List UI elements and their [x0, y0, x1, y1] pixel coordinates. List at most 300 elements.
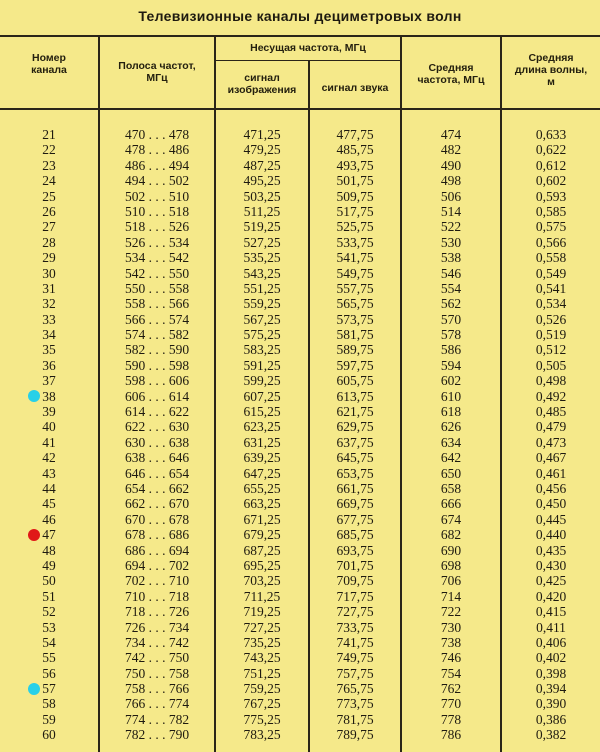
average-frequency-cell: 506: [440, 188, 462, 204]
frequency-band-cell: 750 . . . 758: [124, 665, 190, 681]
audio-carrier-cell: 573,75: [336, 311, 374, 327]
video-carrier-cell: 759,25: [243, 681, 281, 697]
average-wavelength-cell: 0,492: [535, 388, 567, 404]
audio-carrier-cell: 517,75: [336, 203, 374, 219]
channel-number-cell: 37: [42, 373, 56, 389]
audio-carrier-cell: 701,75: [336, 557, 374, 573]
average-wavelength-cell: 0,485: [535, 404, 567, 420]
audio-carrier-cell: 749,75: [336, 650, 374, 666]
video-carrier-cell: 703,25: [243, 573, 281, 589]
frequency-band-cell: 702 . . . 710: [124, 573, 190, 589]
table-row: [0, 666, 600, 681]
frequency-band-cell: 766 . . . 774: [124, 696, 190, 712]
channel-number-cell: 42: [42, 450, 56, 466]
table-row: [0, 620, 600, 635]
frequency-band-cell: 518 . . . 526: [124, 219, 190, 235]
average-wavelength-cell: 0,411: [536, 619, 566, 635]
average-wavelength-cell: 0,456: [535, 480, 567, 496]
audio-carrier-cell: 653,75: [336, 465, 374, 481]
average-wavelength-cell: 0,602: [535, 173, 567, 189]
average-wavelength-cell: 0,394: [535, 681, 567, 697]
audio-carrier-cell: 765,75: [336, 681, 374, 697]
table-row: [0, 727, 600, 742]
video-carrier-cell: 591,25: [243, 357, 281, 373]
average-frequency-cell: 754: [440, 665, 462, 681]
frequency-band-cell: 662 . . . 670: [124, 496, 190, 512]
average-wavelength-cell: 0,505: [535, 357, 567, 373]
video-carrier-cell: 559,25: [243, 296, 281, 312]
header-carrier: Несущая частота, МГц: [250, 42, 366, 54]
frequency-band-cell: 510 . . . 518: [124, 203, 190, 219]
table-row: [0, 389, 600, 404]
header-channel: [0, 52, 98, 76]
marker-dot: [28, 683, 40, 695]
audio-carrier-cell: 661,75: [336, 480, 374, 496]
audio-carrier-cell: 709,75: [336, 573, 374, 589]
header-avg-freq: [402, 62, 500, 86]
frequency-band-cell: 726 . . . 734: [124, 619, 190, 635]
video-carrier-cell: 751,25: [243, 665, 281, 681]
frequency-band-cell: 614 . . . 622: [124, 404, 190, 420]
average-wavelength-cell: 0,622: [535, 142, 567, 158]
channel-number-cell: 30: [42, 265, 56, 281]
channel-number-cell: 28: [42, 234, 56, 250]
video-carrier-cell: 495,25: [243, 173, 281, 189]
average-frequency-cell: 666: [440, 496, 462, 512]
average-frequency-cell: 642: [440, 450, 462, 466]
channel-number-cell: 21: [42, 127, 56, 142]
frequency-band-cell: 470 . . . 478: [124, 127, 190, 142]
video-carrier-cell: 655,25: [243, 480, 281, 496]
video-carrier-cell: 719,25: [243, 604, 281, 620]
audio-carrier-cell: 629,75: [336, 419, 374, 435]
average-frequency-cell: 714: [440, 588, 462, 604]
average-wavelength-cell: 0,633: [535, 127, 567, 142]
header-wavelength-line2: длина волны,: [514, 64, 588, 76]
average-wavelength-cell: 0,541: [535, 280, 567, 296]
channel-number-cell: 32: [42, 296, 56, 312]
header-video-line1: сигнал: [244, 72, 280, 84]
table-row: [0, 543, 600, 558]
audio-carrier-cell: 685,75: [336, 527, 374, 543]
audio-carrier-cell: 589,75: [336, 342, 374, 358]
frequency-band-cell: 670 . . . 678: [124, 511, 190, 527]
video-carrier-cell: 695,25: [243, 557, 281, 573]
audio-carrier-cell: 645,75: [336, 450, 374, 466]
audio-carrier-cell: 621,75: [336, 404, 374, 420]
audio-carrier-cell: 757,75: [336, 665, 374, 681]
audio-carrier-cell: 773,75: [336, 696, 374, 712]
channel-number-cell: 49: [42, 557, 56, 573]
video-carrier-cell: 679,25: [243, 527, 281, 543]
audio-carrier-cell: 597,75: [336, 357, 374, 373]
video-carrier-cell: 743,25: [243, 650, 281, 666]
average-wavelength-cell: 0,450: [535, 496, 567, 512]
average-wavelength-cell: 0,593: [535, 188, 567, 204]
frequency-band-cell: 646 . . . 654: [124, 465, 190, 481]
table-row: [0, 266, 600, 281]
average-wavelength-cell: 0,445: [535, 511, 567, 527]
frequency-band-cell: 782 . . . 790: [124, 727, 190, 743]
channel-number-cell: 48: [42, 542, 56, 558]
table-top-rule: [0, 35, 600, 37]
audio-carrier-cell: 477,75: [336, 127, 374, 142]
average-wavelength-cell: 0,498: [535, 373, 567, 389]
table-row: [0, 496, 600, 511]
average-frequency-cell: 650: [440, 465, 462, 481]
video-carrier-cell: 687,25: [243, 542, 281, 558]
audio-carrier-cell: 501,75: [336, 173, 374, 189]
table-row: [0, 435, 600, 450]
table-row: [0, 342, 600, 357]
channel-number-cell: 41: [42, 434, 56, 450]
average-frequency-cell: 786: [440, 727, 462, 743]
table-row: [0, 250, 600, 265]
average-frequency-cell: 610: [440, 388, 462, 404]
table-row: [0, 527, 600, 542]
average-wavelength-cell: 0,479: [535, 419, 567, 435]
frequency-band-cell: 718 . . . 726: [124, 604, 190, 620]
table-row: [0, 635, 600, 650]
table-row: [0, 404, 600, 419]
average-frequency-cell: 562: [440, 296, 462, 312]
frequency-band-cell: 574 . . . 582: [124, 327, 190, 343]
channel-number-cell: 25: [42, 188, 56, 204]
average-frequency-cell: 682: [440, 527, 462, 543]
video-carrier-cell: 711,25: [243, 588, 281, 604]
average-wavelength-cell: 0,402: [535, 650, 567, 666]
audio-carrier-cell: 509,75: [336, 188, 374, 204]
average-wavelength-cell: 0,461: [535, 465, 567, 481]
video-carrier-cell: 639,25: [243, 450, 281, 466]
channel-number-cell: 35: [42, 342, 56, 358]
header-channel-line2: канала: [31, 64, 67, 76]
table-row: [0, 358, 600, 373]
channel-number-cell: 59: [42, 711, 56, 727]
channel-number-cell: 38: [42, 388, 56, 404]
average-wavelength-cell: 0,386: [535, 711, 567, 727]
video-carrier-cell: 631,25: [243, 434, 281, 450]
video-carrier-cell: 527,25: [243, 234, 281, 250]
average-wavelength-cell: 0,585: [535, 203, 567, 219]
header-audio: сигнал звука: [321, 82, 389, 94]
table-row: [0, 650, 600, 665]
average-frequency-cell: 674: [440, 511, 462, 527]
channel-number-cell: 43: [42, 465, 56, 481]
video-carrier-cell: 471,25: [243, 127, 281, 142]
frequency-band-cell: 486 . . . 494: [124, 157, 190, 173]
table-row: [0, 589, 600, 604]
average-wavelength-cell: 0,526: [535, 311, 567, 327]
frequency-band-cell: 734 . . . 742: [124, 634, 190, 650]
frequency-band-cell: 502 . . . 510: [124, 188, 190, 204]
header-channel-line1: Номер: [32, 52, 66, 64]
header-wavelength-line3: м: [547, 76, 555, 88]
average-wavelength-cell: 0,406: [535, 634, 567, 650]
audio-carrier-cell: 549,75: [336, 265, 374, 281]
table-row: [0, 127, 600, 142]
average-frequency-cell: 658: [440, 480, 462, 496]
frequency-band-cell: 774 . . . 782: [124, 711, 190, 727]
video-carrier-cell: 479,25: [243, 142, 281, 158]
audio-carrier-cell: 541,75: [336, 250, 374, 266]
average-frequency-cell: 618: [440, 404, 462, 420]
average-frequency-cell: 554: [440, 280, 462, 296]
frequency-band-cell: 606 . . . 614: [124, 388, 190, 404]
channel-number-cell: 50: [42, 573, 56, 589]
average-wavelength-cell: 0,558: [535, 250, 567, 266]
video-carrier-cell: 575,25: [243, 327, 281, 343]
header-wavelength: [502, 52, 600, 88]
table-row: [0, 142, 600, 157]
average-frequency-cell: 498: [440, 173, 462, 189]
table-body: [0, 127, 600, 743]
average-frequency-cell: 762: [440, 681, 462, 697]
header-video-line2: изображения: [227, 84, 297, 96]
average-frequency-cell: 474: [440, 127, 462, 142]
average-wavelength-cell: 0,612: [535, 157, 567, 173]
average-wavelength-cell: 0,390: [535, 696, 567, 712]
audio-carrier-cell: 789,75: [336, 727, 374, 743]
table-row: [0, 158, 600, 173]
frequency-band-cell: 526 . . . 534: [124, 234, 190, 250]
video-carrier-cell: 535,25: [243, 250, 281, 266]
channel-number-cell: 36: [42, 357, 56, 373]
average-wavelength-cell: 0,435: [535, 542, 567, 558]
channel-number-cell: 23: [42, 157, 56, 173]
header-band-line1: Полоса частот,: [118, 60, 196, 72]
audio-carrier-cell: 717,75: [336, 588, 374, 604]
audio-carrier-cell: 557,75: [336, 280, 374, 296]
average-wavelength-cell: 0,440: [535, 527, 567, 543]
channel-number-cell: 52: [42, 604, 56, 620]
average-frequency-cell: 722: [440, 604, 462, 620]
header-avg-freq-line2: частота, МГц: [417, 74, 485, 86]
frequency-band-cell: 678 . . . 686: [124, 527, 190, 543]
average-frequency-cell: 626: [440, 419, 462, 435]
header-band-line2: МГц: [146, 72, 168, 84]
audio-carrier-cell: 493,75: [336, 157, 374, 173]
average-frequency-cell: 546: [440, 265, 462, 281]
frequency-band-cell: 550 . . . 558: [124, 280, 190, 296]
frequency-band-cell: 582 . . . 590: [124, 342, 190, 358]
average-frequency-cell: 746: [440, 650, 462, 666]
frequency-band-cell: 566 . . . 574: [124, 311, 190, 327]
average-wavelength-cell: 0,420: [535, 588, 567, 604]
average-frequency-cell: 738: [440, 634, 462, 650]
frequency-band-cell: 654 . . . 662: [124, 480, 190, 496]
channel-number-cell: 27: [42, 219, 56, 235]
frequency-band-cell: 494 . . . 502: [124, 173, 190, 189]
average-wavelength-cell: 0,467: [535, 450, 567, 466]
average-frequency-cell: 586: [440, 342, 462, 358]
average-frequency-cell: 698: [440, 557, 462, 573]
channel-number-cell: 31: [42, 280, 56, 296]
average-frequency-cell: 778: [440, 711, 462, 727]
video-carrier-cell: 543,25: [243, 265, 281, 281]
average-frequency-cell: 490: [440, 157, 462, 173]
table-row: [0, 419, 600, 434]
video-carrier-cell: 487,25: [243, 157, 281, 173]
channel-number-cell: 46: [42, 511, 56, 527]
video-carrier-cell: 583,25: [243, 342, 281, 358]
audio-carrier-cell: 669,75: [336, 496, 374, 512]
average-frequency-cell: 578: [440, 327, 462, 343]
average-wavelength-cell: 0,382: [535, 727, 567, 743]
frequency-band-cell: 598 . . . 606: [124, 373, 190, 389]
table-row: [0, 512, 600, 527]
table-row: [0, 696, 600, 711]
average-frequency-cell: 570: [440, 311, 462, 327]
audio-carrier-cell: 693,75: [336, 542, 374, 558]
frequency-band-cell: 590 . . . 598: [124, 357, 190, 373]
average-wavelength-cell: 0,575: [535, 219, 567, 235]
frequency-band-cell: 710 . . . 718: [124, 588, 190, 604]
table-row: [0, 204, 600, 219]
average-frequency-cell: 538: [440, 250, 462, 266]
channel-number-cell: 33: [42, 311, 56, 327]
channel-number-cell: 47: [42, 527, 56, 543]
average-frequency-cell: 530: [440, 234, 462, 250]
audio-carrier-cell: 677,75: [336, 511, 374, 527]
table-row: [0, 558, 600, 573]
video-carrier-cell: 615,25: [243, 404, 281, 420]
audio-carrier-cell: 565,75: [336, 296, 374, 312]
table-row: [0, 296, 600, 311]
table-row: [0, 373, 600, 388]
channel-number-cell: 51: [42, 588, 56, 604]
table-row: [0, 327, 600, 342]
audio-carrier-cell: 581,75: [336, 327, 374, 343]
video-carrier-cell: 647,25: [243, 465, 281, 481]
frequency-band-cell: 758 . . . 766: [124, 681, 190, 697]
average-wavelength-cell: 0,512: [535, 342, 567, 358]
channel-number-cell: 54: [42, 634, 56, 650]
average-wavelength-cell: 0,415: [535, 604, 567, 620]
average-frequency-cell: 706: [440, 573, 462, 589]
video-carrier-cell: 735,25: [243, 634, 281, 650]
average-wavelength-cell: 0,425: [535, 573, 567, 589]
video-carrier-cell: 567,25: [243, 311, 281, 327]
audio-carrier-cell: 485,75: [336, 142, 374, 158]
frequency-band-cell: 534 . . . 542: [124, 250, 190, 266]
table-row: [0, 604, 600, 619]
marker-dot: [28, 529, 40, 541]
average-wavelength-cell: 0,473: [535, 434, 567, 450]
average-frequency-cell: 690: [440, 542, 462, 558]
channel-number-cell: 58: [42, 696, 56, 712]
average-frequency-cell: 514: [440, 203, 462, 219]
video-carrier-cell: 671,25: [243, 511, 281, 527]
channel-number-cell: 55: [42, 650, 56, 666]
video-carrier-cell: 551,25: [243, 280, 281, 296]
header-bottom-rule: [0, 108, 600, 110]
video-carrier-cell: 623,25: [243, 419, 281, 435]
frequency-band-cell: 638 . . . 646: [124, 450, 190, 466]
audio-carrier-cell: 613,75: [336, 388, 374, 404]
average-wavelength-cell: 0,430: [535, 557, 567, 573]
table-row: [0, 481, 600, 496]
average-wavelength-cell: 0,534: [535, 296, 567, 312]
frequency-band-cell: 686 . . . 694: [124, 542, 190, 558]
audio-carrier-cell: 781,75: [336, 711, 374, 727]
average-frequency-cell: 602: [440, 373, 462, 389]
channel-number-cell: 56: [42, 665, 56, 681]
channel-number-cell: 39: [42, 404, 56, 420]
average-wavelength-cell: 0,398: [535, 665, 567, 681]
video-carrier-cell: 519,25: [243, 219, 281, 235]
header-band: [100, 60, 214, 84]
table-row: [0, 312, 600, 327]
average-frequency-cell: 634: [440, 434, 462, 450]
table-row: [0, 450, 600, 465]
frequency-band-cell: 558 . . . 566: [124, 296, 190, 312]
channel-number-cell: 22: [42, 142, 56, 158]
channel-number-cell: 29: [42, 250, 56, 266]
audio-carrier-cell: 525,75: [336, 219, 374, 235]
channel-number-cell: 24: [42, 173, 56, 189]
channel-number-cell: 57: [42, 681, 56, 697]
average-frequency-cell: 594: [440, 357, 462, 373]
table-title: Телевизионные каналы дециметровых волн: [138, 8, 462, 24]
audio-carrier-cell: 533,75: [336, 234, 374, 250]
table-row: [0, 219, 600, 234]
audio-carrier-cell: 605,75: [336, 373, 374, 389]
audio-carrier-cell: 727,75: [336, 604, 374, 620]
table-row: [0, 189, 600, 204]
average-frequency-cell: 770: [440, 696, 462, 712]
header-wavelength-line1: Средняя: [528, 52, 574, 64]
frequency-band-cell: 742 . . . 750: [124, 650, 190, 666]
video-carrier-cell: 727,25: [243, 619, 281, 635]
table-row: [0, 573, 600, 588]
frequency-band-cell: 694 . . . 702: [124, 557, 190, 573]
average-wavelength-cell: 0,549: [535, 265, 567, 281]
table-row: [0, 466, 600, 481]
video-carrier-cell: 599,25: [243, 373, 281, 389]
table-row: [0, 281, 600, 296]
channel-number-cell: 45: [42, 496, 56, 512]
channel-number-cell: 53: [42, 619, 56, 635]
channel-number-cell: 60: [42, 727, 56, 743]
frequency-band-cell: 542 . . . 550: [124, 265, 190, 281]
audio-carrier-cell: 733,75: [336, 619, 374, 635]
channel-number-cell: 34: [42, 327, 56, 343]
video-carrier-cell: 511,25: [243, 203, 281, 219]
average-frequency-cell: 730: [440, 619, 462, 635]
video-carrier-cell: 775,25: [243, 711, 281, 727]
header-avg-freq-line1: Средняя: [428, 62, 474, 74]
table-row: [0, 681, 600, 696]
table-row: [0, 235, 600, 250]
header-video: [216, 72, 308, 96]
average-frequency-cell: 482: [440, 142, 462, 158]
frequency-band-cell: 622 . . . 630: [124, 419, 190, 435]
video-carrier-cell: 767,25: [243, 696, 281, 712]
average-wavelength-cell: 0,519: [535, 327, 567, 343]
video-carrier-cell: 783,25: [243, 727, 281, 743]
table-row: [0, 173, 600, 188]
video-carrier-cell: 607,25: [243, 388, 281, 404]
average-frequency-cell: 522: [440, 219, 462, 235]
video-carrier-cell: 503,25: [243, 188, 281, 204]
frequency-band-cell: 478 . . . 486: [124, 142, 190, 158]
channel-number-cell: 26: [42, 203, 56, 219]
table-row: [0, 712, 600, 727]
average-wavelength-cell: 0,566: [535, 234, 567, 250]
frequency-band-cell: 630 . . . 638: [124, 434, 190, 450]
channel-number-cell: 44: [42, 480, 56, 496]
